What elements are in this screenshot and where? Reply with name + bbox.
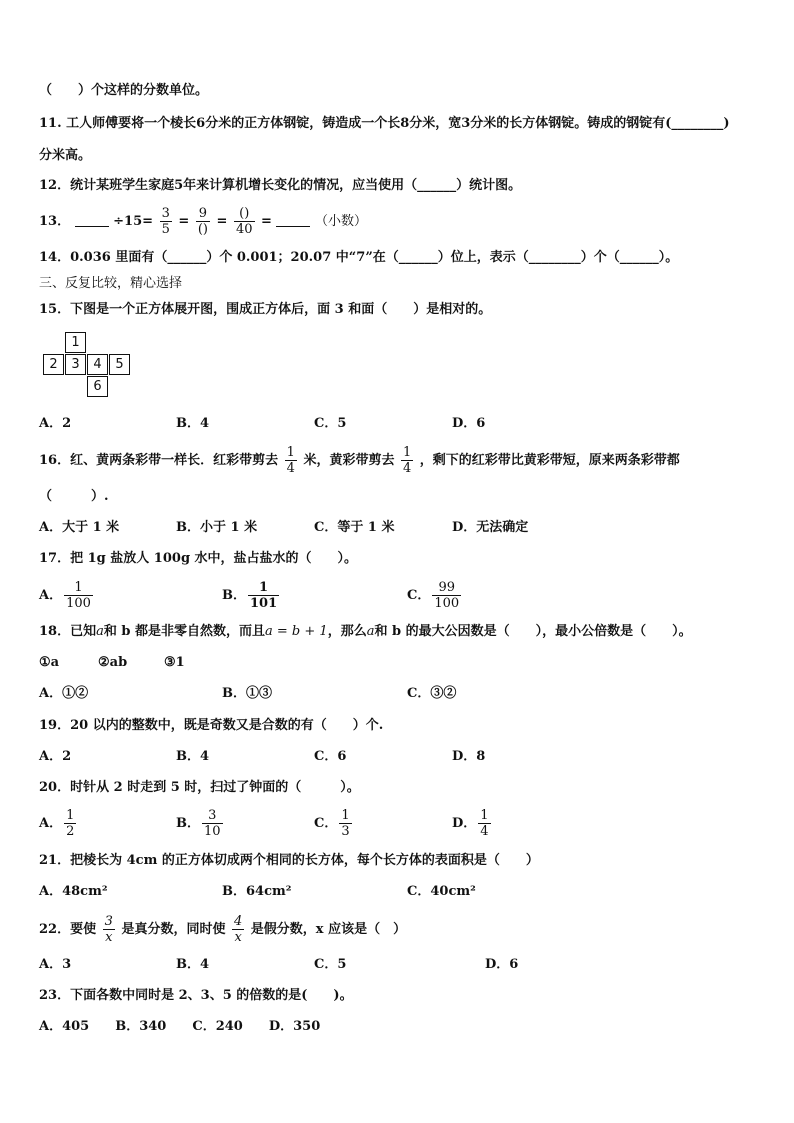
q12-text: 12．统计某班学生家庭5年来计算机增长变化的情况，应当使用（______）统计图。: [39, 178, 522, 193]
q16-text-3: ，剩下的红彩带比黄彩带短，原来两条彩带都: [419, 453, 680, 468]
q20-text: 20．时针从 2 时走到 5 时，扫过了钟面的（ ）。: [39, 780, 360, 795]
q21-option-b[interactable]: B．64cm²: [222, 884, 292, 899]
q16-option-c[interactable]: C．等于 1 米: [314, 520, 395, 535]
q16-line: [39, 443, 680, 479]
q23-options[interactable]: A．405 B．340 C．240 D．350: [39, 1019, 321, 1034]
q22-text-2: 是真分数，同时使: [121, 922, 226, 937]
q21-text: 21．把棱长为 4cm 的正方体切成两个相同的长方体，每个长方体的表面积是（ ）: [39, 853, 539, 868]
q13-fraction-3: $\frac{()}{40}$: [235, 206, 253, 237]
q19-option-b[interactable]: B．4: [176, 749, 210, 764]
q15-text: 15．下图是一个正方体展开图，围成正方体后，面 3 和面（ ）是相对的。: [39, 302, 492, 317]
q13-blank-2[interactable]: [276, 214, 310, 227]
q18-text-3: ，那么: [327, 624, 367, 639]
q16-text-1: 16．红、黄两条彩带一样长．红彩带剪去: [39, 453, 279, 468]
q20-fraction-b: $\frac{3}{10}$: [204, 808, 221, 839]
q20-option-a[interactable]: A． $\frac{1}{2}$: [39, 808, 75, 839]
net-cell: 3: [65, 354, 86, 375]
q11-tail: 分米高。: [39, 148, 92, 163]
q17-option-a[interactable]: A． $\frac{1}{100}$: [39, 580, 91, 611]
q13-eq-1: =: [178, 214, 190, 229]
q18-choice-3: ③1: [164, 655, 185, 670]
q16-line-2: （ ）.: [39, 489, 109, 504]
q20-option-c[interactable]: C． $\frac{1}{3}$: [314, 808, 350, 839]
q20-option-b[interactable]: B． $\frac{3}{10}$: [176, 808, 221, 839]
q18-text-1: 18．已知: [39, 624, 97, 639]
q20-option-d[interactable]: D． $\frac{1}{4}$: [452, 808, 489, 839]
q16-fraction-2: $\frac{1}{4}$: [402, 445, 412, 476]
q13-fraction-2: $\frac{9}{()}$: [197, 206, 208, 237]
q19-option-d[interactable]: D．8: [452, 749, 486, 764]
q20-fraction-c: $\frac{1}{3}$: [341, 808, 350, 839]
q15-option-b[interactable]: B．4: [176, 416, 210, 431]
q22-option-b[interactable]: B．4: [176, 957, 210, 972]
net-cell: 1: [65, 332, 86, 353]
q13-suffix: （小数）: [315, 214, 368, 229]
q19-option-a[interactable]: A．2: [39, 749, 72, 764]
q16-option-d[interactable]: D．无法确定: [452, 520, 529, 535]
q22-text-3: 是假分数，x 应该是（ ）: [250, 922, 407, 937]
q23-text: 23．下面各数中同时是 2、3、5 的倍数的是( )。: [39, 988, 353, 1003]
net-cell: 4: [87, 354, 108, 375]
q18-line: [39, 624, 692, 640]
q20-fraction-d: $\frac{1}{4}$: [480, 808, 489, 839]
q15-option-d[interactable]: D．6: [452, 416, 486, 431]
q13-prefix: 13．: [39, 214, 71, 229]
q13-fraction-1: $\frac{3}{5}$: [161, 206, 170, 237]
q13-eq-2: =: [216, 214, 228, 229]
q15-option-c[interactable]: C．5: [314, 416, 347, 431]
section-heading: 三、反复比较，精心选择: [39, 276, 183, 291]
q20-fraction-a: $\frac{1}{2}$: [66, 808, 75, 839]
q19-option-c[interactable]: C．6: [314, 749, 347, 764]
q18-choice-2: ②ab: [98, 655, 128, 670]
q18-text-4: 和 b 的最大公因数是（ ），最小公倍数是（ ）。: [374, 624, 692, 639]
net-cell: 5: [109, 354, 130, 375]
q15-option-a[interactable]: A．2: [39, 416, 72, 431]
q17-option-b[interactable]: B． $\frac{1}{101}$: [222, 580, 278, 611]
q10-tail: （ ）个这样的分数单位。: [39, 83, 209, 98]
q17-fraction-a: $\frac{1}{100}$: [66, 580, 91, 611]
q18-choice-1: ①a: [39, 655, 60, 670]
q19-text: 19．20 以内的整数中，既是奇数又是合数的有（ ）个.: [39, 718, 384, 733]
q17-text: 17．把 1g 盐放人 100g 水中，盐占盐水的（ ）。: [39, 551, 358, 566]
q16-fraction-1: $\frac{1}{4}$: [286, 445, 295, 476]
q16-option-a[interactable]: A．大于 1 米: [39, 520, 120, 535]
q17-fraction-c: $\frac{99}{100}$: [434, 580, 460, 611]
q18-var-a: a: [96, 624, 104, 639]
q13-line: [39, 206, 367, 238]
q18-option-c[interactable]: C．③②: [407, 686, 457, 701]
q21-option-a[interactable]: A．48cm²: [39, 884, 108, 899]
q13-eq-3: =: [261, 214, 272, 229]
net-cell: 6: [87, 376, 108, 397]
q18-equation: a = b + 1: [265, 624, 328, 639]
q16-option-b[interactable]: B．小于 1 米: [176, 520, 258, 535]
q11-text: 11. 工人师傅要将一个棱长6分米的正方体钢锭，铸造成一个长8分米，宽3分米的长方体钢锭。铸成的钢锭有(________): [39, 116, 730, 131]
q14-text: 14．0.036 里面有（______）个 0.001；20.07 中“7”在（______）位上，表示（________）个（______）。: [39, 250, 679, 265]
q13-blank-1[interactable]: [75, 214, 109, 227]
q22-text-1: 22．要使: [39, 922, 97, 937]
q16-text-2: 米，黄彩带剪去: [303, 453, 395, 468]
q21-option-c[interactable]: C．40cm²: [407, 884, 476, 899]
q13-div: ÷15=: [113, 214, 154, 229]
q22-option-c[interactable]: C．5: [314, 957, 347, 972]
net-cell: 2: [43, 354, 64, 375]
q17-option-c[interactable]: C． $\frac{99}{100}$: [407, 580, 460, 611]
q22-option-d[interactable]: D．6: [485, 957, 519, 972]
q18-var-a-2: a: [366, 624, 375, 639]
q22-fraction-1: $\frac{3}{x}$: [104, 914, 113, 945]
q18-text-2: 和 b 都是非零自然数，而且: [103, 624, 266, 639]
q17-fraction-b: $\frac{1}{101}$: [250, 580, 278, 611]
q18-option-a[interactable]: A．①②: [39, 686, 89, 701]
q22-option-a[interactable]: A．3: [39, 957, 72, 972]
q18-option-b[interactable]: B．①③: [222, 686, 272, 701]
q22-line: [39, 912, 406, 948]
q22-fraction-2: $\frac{4}{x}$: [233, 914, 243, 945]
